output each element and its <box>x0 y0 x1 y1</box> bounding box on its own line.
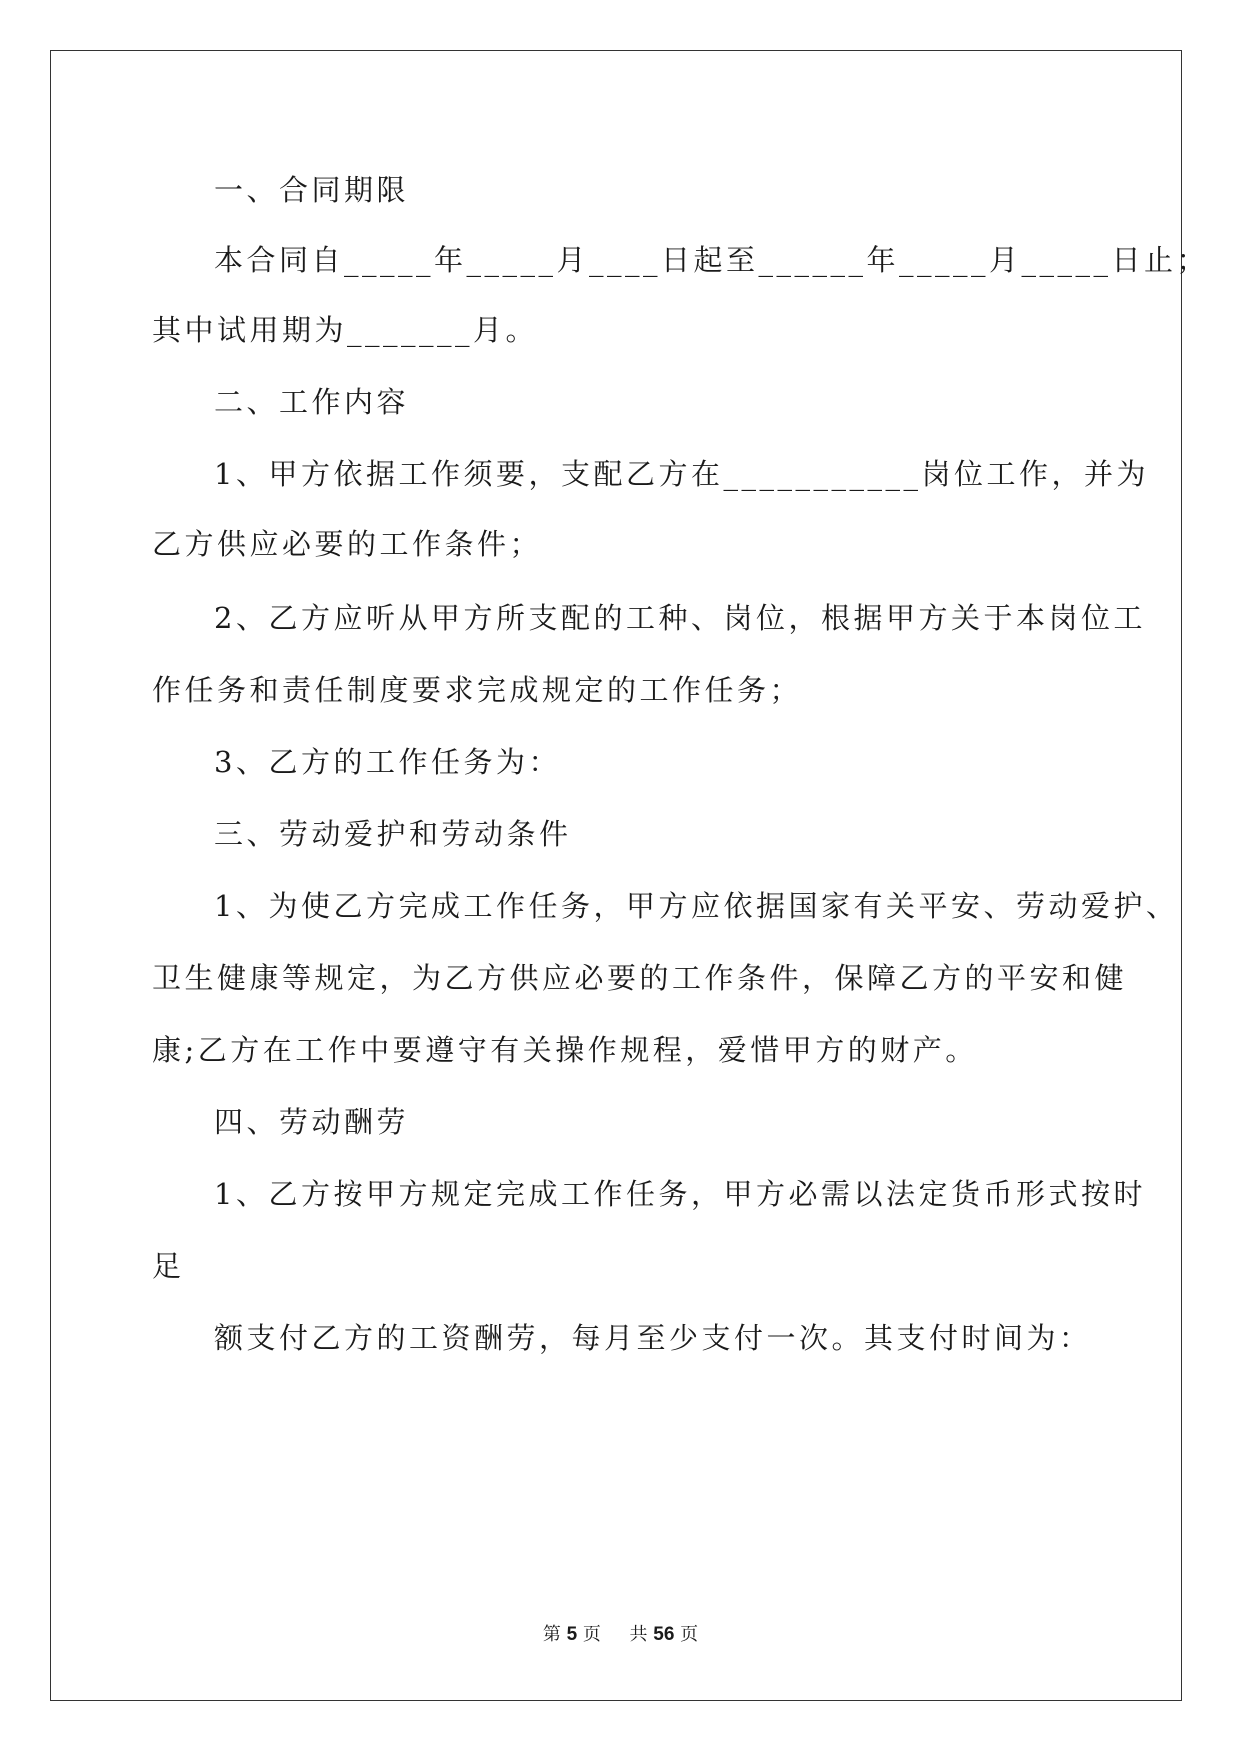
heading-labor-remuneration: 四、劳动酬劳 <box>214 1105 410 1139</box>
paragraph-line: 3、乙方的工作任务为： <box>214 745 561 779</box>
paragraph-line: 1、乙方按甲方规定完成工作任务，甲方必需以法定货币形式按时 <box>214 1177 1146 1211</box>
heading-work-content: 二、工作内容 <box>214 385 410 419</box>
current-page-number: 5 <box>566 1624 578 1645</box>
paragraph-line: 额支付乙方的工资酬劳，每月至少支付一次。其支付时间为： <box>214 1321 1092 1355</box>
paragraph-line: 本合同自_____年_____月____日起至______年_____月_____日止； <box>214 243 1210 277</box>
paragraph-line: 其中试用期为_______月。 <box>152 313 539 347</box>
paragraph-line: 康;乙方在工作中要遵守有关操作规程，爱惜甲方的财产。 <box>152 1033 978 1067</box>
paragraph-line: 卫生健康等规定，为乙方供应必要的工作条件，保障乙方的平安和健 <box>152 961 1128 995</box>
footer-prefix: 第 <box>542 1624 561 1645</box>
footer-total-suffix: 页 <box>680 1624 699 1645</box>
paragraph-line: 1、为使乙方完成工作任务，甲方应依据国家有关平安、劳动爱护、 <box>214 889 1179 923</box>
paragraph-line: 乙方供应必要的工作条件； <box>152 527 543 561</box>
paragraph-line: 1、甲方依据工作须要，支配乙方在___________岗位工作，并为 <box>214 457 1149 491</box>
paragraph-line: 足 <box>152 1249 185 1283</box>
footer-total-prefix: 共 <box>629 1624 648 1645</box>
total-page-count: 56 <box>653 1624 675 1645</box>
heading-contract-term: 一、合同期限 <box>214 173 410 207</box>
heading-labor-protection: 三、劳动爱护和劳动条件 <box>214 817 572 851</box>
paragraph-line: 2、乙方应听从甲方所支配的工种、岗位，根据甲方关于本岗位工 <box>214 601 1146 635</box>
paragraph-line: 作任务和责任制度要求完成规定的工作任务； <box>152 673 803 707</box>
page-footer <box>0 1620 1241 1646</box>
footer-page-suffix: 页 <box>582 1624 601 1645</box>
page-border <box>50 50 1182 1701</box>
